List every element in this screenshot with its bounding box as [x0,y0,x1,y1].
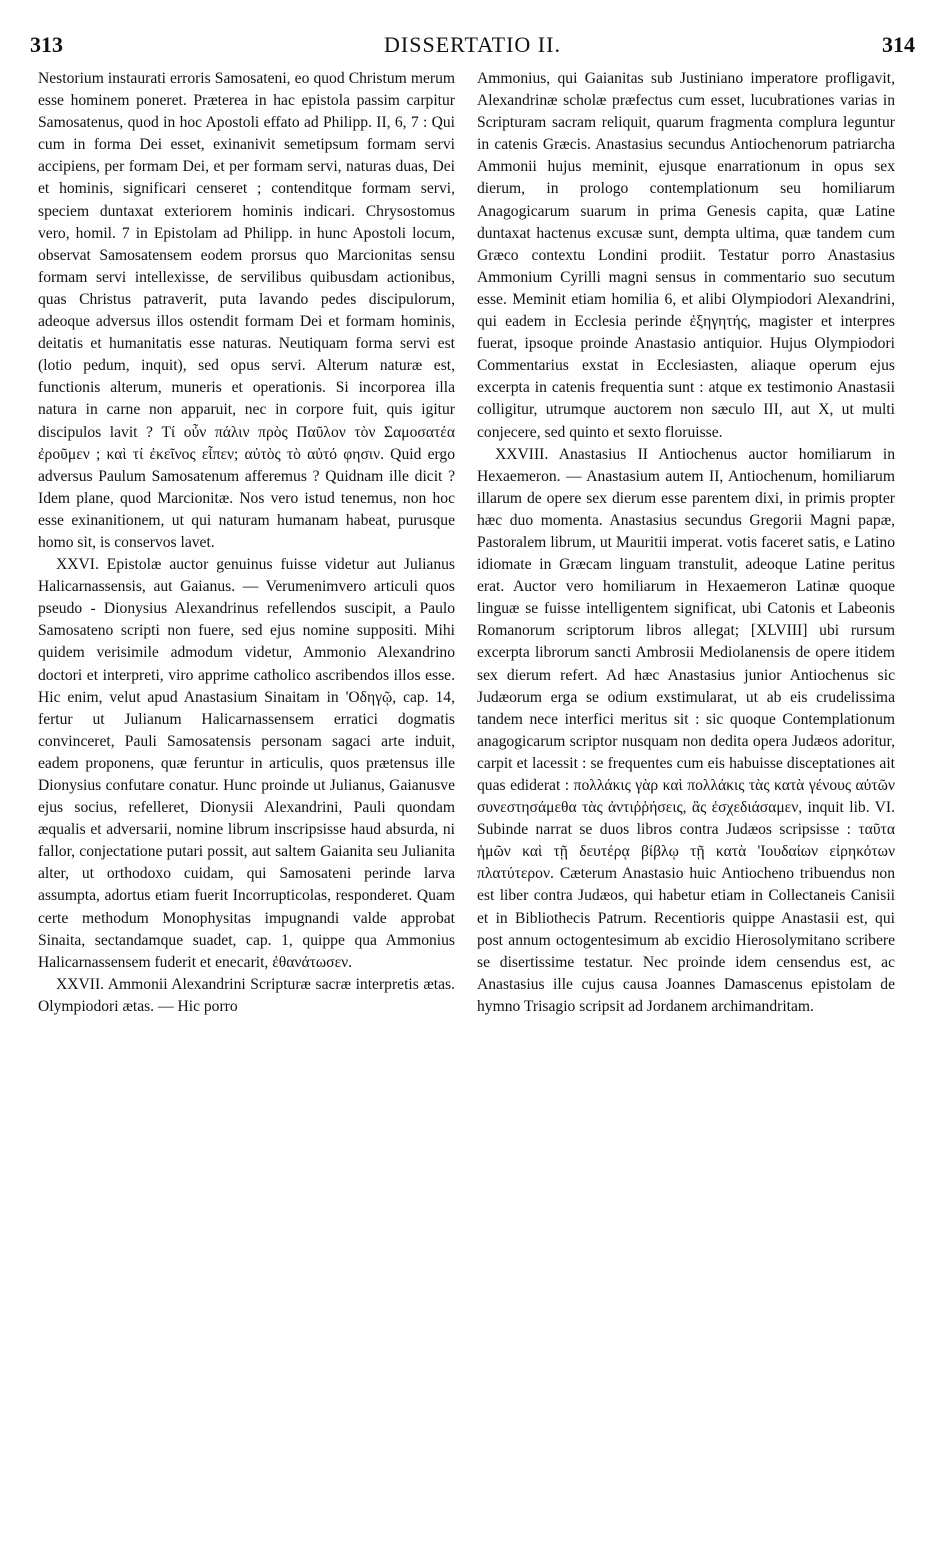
paragraph-section-xxvii-continued: Ammonius, qui Gaianitas sub Justiniano imperatore profligavit, Alexandrinæ scholæ præfectus cum esset, lucubrationes varias in Scripturam sacram reliquit, quarum fragmenta complura leguntur in catenis Græcis. Anastasius secundus Antiochenorum patriarcha Ammonii hujus meminit, ejusque enarrationum in opus sex dierum, in prologo contemplationum seu homiliarum Anagogicarum suarum in prima Genesis capita, quæ Latine duntaxat hactenus excusæ sunt, dempta ultima, quæ tandem cum Græco contextu Londini prodiit. Testatur porro Anastasius Ammonium Cyrilli magni sensus in commentario suo secutum esse. Meminit etiam homilia 6, et alibi Olympiodori Alexandrini, qui eadem in Ecclesia perinde ἐξηγητής, magister et interpres fuerat, ipsoque proinde Anastasio antiquior. Hujus Olympiodori Commentarius exstat in Ecclesiasten, aliaque operum ejus excerpta in catenis frequentia sunt : atque ex testimonio Anastasii colligitur, utrumque auctorem non sæculo III, aut X, ut multi conjecere, sed quinto et sexto floruisse. [477,70,895,441]
left-page-number: 313 [30,32,63,57]
right-page-number: 314 [882,32,915,57]
running-title: DISSERTATIO II. [384,32,561,57]
right-text-column [477,68,895,1018]
paragraph-section-xxviii: XXVIII. Anastasius II Antiochenus auctor homiliarum in Hexaemeron. — Anastasium autem II, Antiochenum, homiliarum illarum de opere sex dierum esse parentem dixi, in primis propter hæc duo momenta. Anastasius secundus Gregorii Magni papæ, Pastoralem librum, ut Mauritii imperat. votis faceret satis, e Latino idiomate in Græcam linguam transtulit, adeoque Latine peritus erat. Auctor vero homiliarum in Hexaemeron Latinæ quoque linguæ se fuisse intelligentem significat, ubi Catonis et Labeonis Romanorum scriptorum libros allegat; [XLVIII] ubi rursum excerpta librorum sancti Ambrosii Mediolanensis de opere itidem sex dierum refert. Ad hæc Anastasius junior Antiochenus sic Judæorum erga se odium exstimularat, ut ab eis crudelissima tandem nece interfici meritus sit : sic quoque Contemplationum anagogicarum scriptor nusquam non dedita opera Judæos adoritur, carpit et lacessit : se frequentes cum eis habuisse disceptationes ait quas ediderat : πολλάκις γὰρ καὶ πολλάκις τὰς κατὰ γένους αὐτῶν συνεστησάμεθα τὰς ἀντιῤῥήσεις, ἃς ἐσχεδιάσαμεν, inquit lib. VI. Subinde narrat se duos libros contra Judæos scripsisse : ταῦτα ἡμῶν καὶ τῇ δευτέρᾳ βίβλῳ τῇ κατὰ 'Ιουδαίων εἰρηκότων πλατύτερον. Cæterum Anastasio huic Antiocheno tribuendus non est liber contra Judæos, qui habetur etiam in Collectaneis Canisii et in Bibliothecis Patrum. Recentioris quippe Anastasii est, qui post annum octogentesimum ab excidio Hierosolymitano scribere se disertissime testatur. Nec proinde idem censendus est, ac Anastasius ille cujus causa Joannes Damascenus epistolam de hymno Trisagio scripsit ad Jordanem archimandritam. [477,445,895,1015]
page-header [30,32,915,62]
paragraph-section-xxvii: XXVII. Ammonii Alexandrini Scripturæ sacræ interpretis ætas. Olympiodori ætas. — Hic porro [38,975,455,1015]
paragraph-continuation: Nestorium instaurati erroris Samosateni, eo quod Christum merum esse hominem poneret. Præterea in hac epistola passim carpitur Samosatenus, quod in hoc Apostoli effato ad Philipp. II, 6, 7 : Qui cum in forma Dei esset, exinanivit semetipsum formam servi accipiens, per formam Dei, et per formam servi, naturas duas, Dei et hominis, significari censeret ; contenditque formam servi, speciem duntaxat exteriorem hominis indicari. Chrysostomus vero, homil. 7 in Epistolam ad Philipp. in hunc Apostoli locum, observat Samosatensem eodem prorsus quo Marcionitas sensu formam servi intellexisse, de servilibus quibusdam actionibus, quas Christus patraverit, puta lavando pedes discipulorum, adeoque adversus illos ostendit formam Dei et formam hominis, deitatis et humanitatis esse naturas. Neutiquam forma servi est (lotio pedum, inquit), sed opus servi. Alterum naturæ est, functionis alterum, muneris et operationis. Si incorporea illa natura in carne non apparuit, nec in corpore fuit, quis igitur discipulos lavit ? Τί οὖν πάλιν πρὸς Παῦλον τὸν Σαμοσατέα ἐροῦμεν ; καὶ τί ἐκεῖνος εἶπεν; αὐτὸς τὸ αὐτό φησιν. Quid ergo adversus Paulum Samosatenum afferemus ? Quidnam ille dicit ? Idem plane, quod Marcionitæ. Nos vero istud tenemus, non hoc esse exinanitionem, ut qui naturam humanam habeat, purusque homo sit, is conservos lavet. [38,70,455,551]
left-text-column [38,68,455,1018]
paragraph-section-xxvi: XXVI. Epistolæ auctor genuinus fuisse videtur aut Julianus Halicarnassensis, aut Gaianus. — Verumenimvero articuli quos pseudo - Dionysius Alexandrinus refellendos suscipit, a Paulo Samosateno scripti non fuere, sed ejus nomine suppositi. Mihi quidem verisimile admodum videtur, Ammonio Alexandrino doctori et interpreti, viro apprime catholico ascribendos illos esse. Hic enim, velut apud Anastasium Sinaitam in 'Οδηγῷ, cap. 14, fertur ut Julianum Halicarnassensem erratici dogmatis convinceret, Pauli Samosatensis personam sagaci arte induit, eadem proponens, quæ feruntur in articulis, quos prætensus ille Dionysius confutare conatur. Hunc proinde ut Julianus, Gaianusve ejus socius, refelleret, Dionysii Alexandrini, Pauli quondam æqualis et adversarii, nomine librum inscripsisse haud absurda, ni fallor, conjectatione putari possit, aut saltem Gaianita seu Julianita alter, ut orthodoxo cuidam, qui Samosateni perinde larva assumpta, adortus etiam fuerit Incorrupticolas, responderet. Quam certe methodum Monophysitas impugnandi valde approbat Sinaita, sectandamque suadet, cap. 1, quippe qua Ammonius Halicarnassensem fuderit et enecarit, ἐθανάτωσεν. [38,556,455,971]
